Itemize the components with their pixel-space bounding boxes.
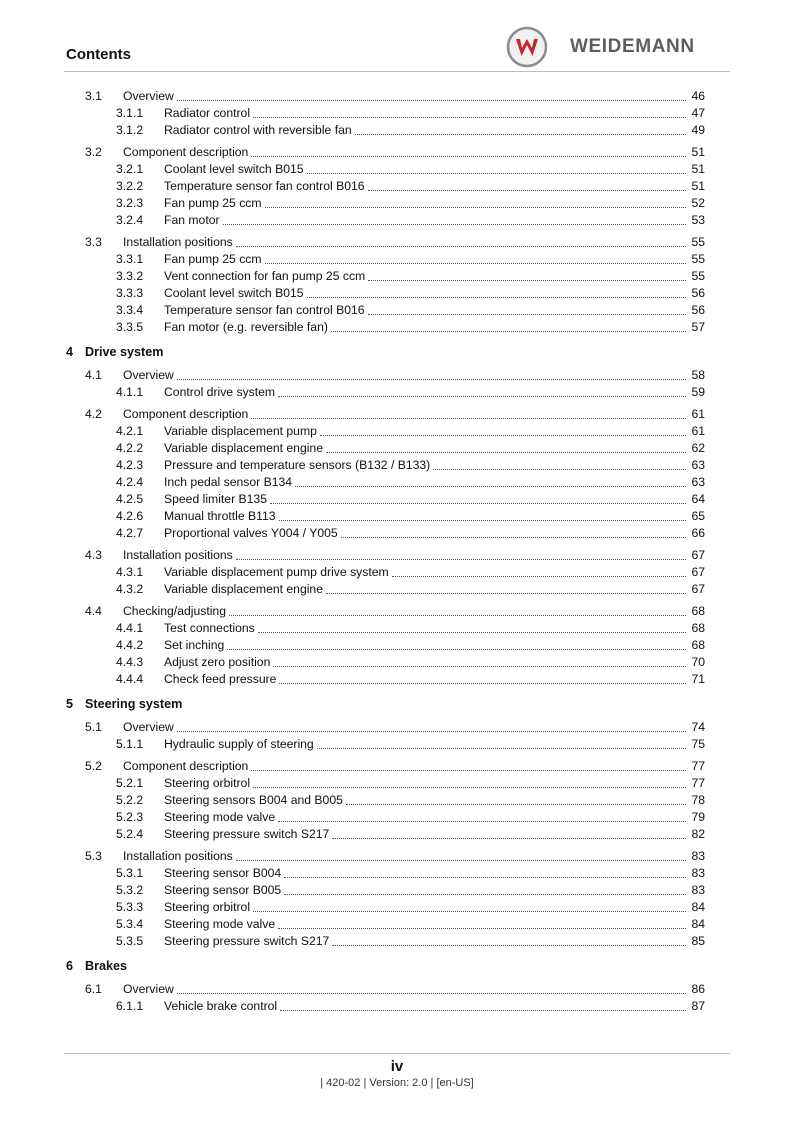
entry-line (164, 671, 705, 688)
entry-title: Adjust zero position (164, 655, 271, 669)
entry-title: Check feed pressure (164, 672, 277, 686)
toc-section-entry[interactable] (0, 547, 794, 564)
toc-subsection-entry[interactable] (0, 440, 794, 457)
entry-title: Fan pump 25 ccm (164, 252, 262, 266)
toc-subsection-entry[interactable] (0, 671, 794, 688)
toc-section-entry[interactable] (0, 981, 794, 998)
entry-title: Control drive system (164, 385, 276, 399)
entry-line (164, 251, 705, 268)
entry-title: Steering mode valve (164, 917, 276, 931)
entry-number: 5.2.2 (116, 793, 144, 807)
entry-title: Vehicle brake control (164, 999, 278, 1013)
entry-number: 4.4.3 (116, 655, 144, 669)
page-ref: 84 (691, 900, 705, 914)
dot-leader (229, 603, 686, 616)
page-ref: 56 (691, 303, 705, 317)
toc-subsection-entry[interactable] (0, 508, 794, 525)
dot-leader (307, 285, 686, 298)
toc-subsection-entry[interactable] (0, 384, 794, 401)
entry-title: Set inching (164, 638, 225, 652)
entry-number: 3.3 (85, 235, 102, 249)
dot-leader (320, 423, 686, 436)
entry-title: Variable displacement engine (164, 441, 323, 455)
dot-leader (346, 792, 686, 805)
brand-name: WEIDEMANN (570, 36, 695, 57)
dot-leader (278, 384, 686, 397)
page-ref: 51 (691, 145, 705, 159)
entry-title: Speed limiter B135 (164, 492, 267, 506)
entry-number: 3.3.3 (116, 286, 144, 300)
entry-line (164, 423, 705, 440)
toc-subsection-entry[interactable] (0, 122, 794, 139)
entry-line (164, 809, 705, 826)
page-ref: 58 (691, 368, 705, 382)
entry-line (164, 457, 705, 474)
entry-title: Variable displacement engine (164, 582, 323, 596)
entry-line (123, 603, 705, 620)
entry-title: Variable displacement pump drive system (164, 565, 389, 579)
entry-title: Vent connection for fan pump 25 ccm (164, 269, 366, 283)
page-ref: 62 (691, 441, 705, 455)
page-ref: 68 (691, 604, 705, 618)
dot-leader (279, 671, 686, 684)
entry-number: 3.2.4 (116, 213, 144, 227)
page-ref: 77 (691, 759, 705, 773)
entry-line (164, 105, 705, 122)
toc-subsection-entry[interactable] (0, 251, 794, 268)
toc-subsection-entry[interactable] (0, 809, 794, 826)
toc-subsection-entry[interactable] (0, 423, 794, 440)
entry-title: Installation positions (123, 235, 233, 249)
entry-line (164, 581, 705, 598)
entry-number: 3.1.1 (116, 106, 144, 120)
entry-number: 3.2.3 (116, 196, 144, 210)
entry-number: 4.4.2 (116, 638, 144, 652)
entry-number: 3.2 (85, 145, 102, 159)
entry-line (164, 899, 705, 916)
toc-subsection-entry[interactable] (0, 564, 794, 581)
toc-subsection-entry[interactable] (0, 302, 794, 319)
entry-line (164, 161, 705, 178)
entry-title: Temperature sensor fan control B016 (164, 303, 365, 317)
toc-subsection-entry[interactable] (0, 933, 794, 950)
dot-leader (326, 440, 686, 453)
page-ref: 65 (691, 509, 705, 523)
dot-leader (223, 212, 686, 225)
entry-number: 4.2.4 (116, 475, 144, 489)
entry-title: Temperature sensor fan control B016 (164, 179, 365, 193)
entry-number: 5.2.4 (116, 827, 144, 841)
entry-title: Coolant level switch B015 (164, 162, 304, 176)
page-ref: 71 (691, 672, 705, 686)
entry-number: 4.4.1 (116, 621, 144, 635)
dot-leader (433, 457, 686, 470)
toc-section-entry[interactable] (0, 758, 794, 775)
entry-line (123, 367, 705, 384)
entry-line (164, 654, 705, 671)
page-ref: 51 (691, 179, 705, 193)
page-ref: 52 (691, 196, 705, 210)
chapter-title: Drive system (85, 345, 164, 359)
entry-title: Steering sensors B004 and B005 (164, 793, 343, 807)
entry-number: 4.2.3 (116, 458, 144, 472)
toc-section-entry[interactable] (0, 234, 794, 251)
entry-title: Overview (123, 982, 174, 996)
entry-number: 4.4 (85, 604, 102, 618)
entry-title: Overview (123, 368, 174, 382)
toc-subsection-entry[interactable] (0, 268, 794, 285)
page-ref: 74 (691, 720, 705, 734)
entry-line (164, 384, 705, 401)
entry-number: 6.1.1 (116, 999, 144, 1013)
entry-number: 4.3.2 (116, 582, 144, 596)
entry-number: 3.2.1 (116, 162, 144, 176)
toc-subsection-entry[interactable] (0, 899, 794, 916)
entry-number: 5.3 (85, 849, 102, 863)
entry-title: Radiator control (164, 106, 251, 120)
dot-leader (355, 122, 686, 135)
entry-line (164, 440, 705, 457)
entry-line (164, 736, 705, 753)
toc-subsection-entry[interactable] (0, 319, 794, 336)
toc-subsection-entry[interactable] (0, 491, 794, 508)
dot-leader (177, 719, 686, 732)
dot-leader (295, 474, 686, 487)
entry-line (123, 719, 705, 736)
entry-line (164, 474, 705, 491)
page-ref: 78 (691, 793, 705, 807)
toc-chapter-heading[interactable] (0, 696, 794, 713)
entry-number: 3.3.4 (116, 303, 144, 317)
entry-line (123, 848, 705, 865)
footer-divider (64, 1053, 730, 1054)
chapter-title: Steering system (85, 697, 183, 711)
toc-subsection-entry[interactable] (0, 161, 794, 178)
entry-number: 5.3.5 (116, 934, 144, 948)
dot-leader (368, 302, 686, 315)
entry-number: 5.3.4 (116, 917, 144, 931)
version-line: | 420-02 | Version: 2.0 | [en-US] (320, 1077, 474, 1089)
dot-leader (278, 809, 686, 822)
entry-number: 4.3.1 (116, 565, 144, 579)
entry-title: Overview (123, 720, 174, 734)
entry-number: 5.3.2 (116, 883, 144, 897)
entry-line (164, 620, 705, 637)
dot-leader (253, 775, 686, 788)
page-ref: 67 (691, 565, 705, 579)
entry-number: 3.3.2 (116, 269, 144, 283)
page-ref: 67 (691, 548, 705, 562)
toc-section-entry[interactable] (0, 406, 794, 423)
entry-line (164, 826, 705, 843)
entry-number: 5.2 (85, 759, 102, 773)
page-ref: 53 (691, 213, 705, 227)
entry-line (164, 792, 705, 809)
entry-title: Checking/adjusting (123, 604, 226, 618)
dot-leader (265, 195, 686, 208)
toc-section-entry[interactable] (0, 719, 794, 736)
dot-leader (236, 547, 686, 560)
entry-title: Steering sensor B005 (164, 883, 282, 897)
entry-line (164, 178, 705, 195)
entry-line (164, 491, 705, 508)
dot-leader (253, 105, 686, 118)
toc-subsection-entry[interactable] (0, 654, 794, 671)
entry-line (164, 195, 705, 212)
toc-subsection-entry[interactable] (0, 457, 794, 474)
entry-number: 4.2.7 (116, 526, 144, 540)
page-ref: 47 (691, 106, 705, 120)
page-number: iv (390, 1058, 404, 1075)
page-ref: 83 (691, 866, 705, 880)
page-ref: 56 (691, 286, 705, 300)
page-ref: 49 (691, 123, 705, 137)
entry-line (164, 212, 705, 229)
entry-line (164, 933, 705, 950)
entry-line (123, 88, 705, 105)
entry-number: 6.1 (85, 982, 102, 996)
entry-title: Manual throttle B113 (164, 509, 276, 523)
toc-chapter-heading[interactable] (0, 344, 794, 361)
dot-leader (177, 88, 686, 101)
entry-line (164, 285, 705, 302)
entry-line (123, 981, 705, 998)
toc-section-entry[interactable] (0, 144, 794, 161)
entry-line (164, 268, 705, 285)
toc-subsection-entry[interactable] (0, 916, 794, 933)
page-ref: 63 (691, 458, 705, 472)
entry-title: Steering pressure switch S217 (164, 827, 330, 841)
dot-leader (251, 144, 686, 157)
dot-leader (368, 268, 686, 281)
page-ref: 82 (691, 827, 705, 841)
page-ref: 57 (691, 320, 705, 334)
toc-section-entry[interactable] (0, 848, 794, 865)
dot-leader (258, 620, 686, 633)
entry-number: 4.3 (85, 548, 102, 562)
entry-title: Hydraulic supply of steering (164, 737, 314, 751)
entry-number: 5.3.3 (116, 900, 144, 914)
dot-leader (177, 367, 686, 380)
page-ref: 77 (691, 776, 705, 790)
dot-leader (278, 916, 686, 929)
entry-number: 4.4.4 (116, 672, 144, 686)
page-ref: 87 (691, 999, 705, 1013)
entry-number: 3.3.5 (116, 320, 144, 334)
toc-section-entry[interactable] (0, 603, 794, 620)
page-ref: 68 (691, 621, 705, 635)
entry-number: 5.1 (85, 720, 102, 734)
entry-title: Fan motor (e.g. reversible fan) (164, 320, 328, 334)
page-ref: 79 (691, 810, 705, 824)
entry-line (164, 916, 705, 933)
toc-subsection-entry[interactable] (0, 195, 794, 212)
toc-subsection-entry[interactable] (0, 105, 794, 122)
entry-title: Component description (123, 759, 249, 773)
dot-leader (392, 564, 686, 577)
entry-number: 3.1.2 (116, 123, 144, 137)
entry-title: Inch pedal sensor B134 (164, 475, 293, 489)
dot-leader (332, 826, 686, 839)
toc-subsection-entry[interactable] (0, 826, 794, 843)
entry-title: Installation positions (123, 849, 233, 863)
entry-line (164, 998, 705, 1015)
page-ref: 55 (691, 235, 705, 249)
entry-line (164, 882, 705, 899)
page-ref: 75 (691, 737, 705, 751)
dot-leader (251, 758, 686, 771)
chapter-title: Brakes (85, 959, 128, 973)
entry-line (123, 234, 705, 251)
entry-line (123, 547, 705, 564)
entry-title: Component description (123, 407, 249, 421)
page-ref: 55 (691, 252, 705, 266)
entry-number: 4.2.6 (116, 509, 144, 523)
entry-title: Proportional valves Y004 / Y005 (164, 526, 338, 540)
entry-title: Fan pump 25 ccm (164, 196, 262, 210)
toc-subsection-entry[interactable] (0, 620, 794, 637)
page-ref: 66 (691, 526, 705, 540)
page-ref: 55 (691, 269, 705, 283)
toc-subsection-entry[interactable] (0, 212, 794, 229)
entry-line (164, 865, 705, 882)
toc-subsection-entry[interactable] (0, 775, 794, 792)
page-ref: 68 (691, 638, 705, 652)
entry-number: 5.1.1 (116, 737, 144, 751)
entry-title: Pressure and temperature sensors (B132 / B133) (164, 458, 431, 472)
entry-title: Radiator control with reversible fan (164, 123, 352, 137)
toc-section-entry[interactable] (0, 367, 794, 384)
page-ref: 51 (691, 162, 705, 176)
entry-number: 3.1 (85, 89, 102, 103)
entry-title: Steering orbitrol (164, 776, 251, 790)
dot-leader (284, 882, 686, 895)
dot-leader (265, 251, 686, 264)
entry-number: 3.3.1 (116, 252, 144, 266)
entry-line (123, 144, 705, 161)
toc-subsection-entry[interactable] (0, 285, 794, 302)
toc-subsection-entry[interactable] (0, 865, 794, 882)
dot-leader (236, 234, 686, 247)
entry-line (164, 319, 705, 336)
entry-number: 3.2.2 (116, 179, 144, 193)
entry-line (164, 302, 705, 319)
dot-leader (326, 581, 686, 594)
page-ref: 64 (691, 492, 705, 506)
chapter-number: 6 (66, 959, 74, 973)
entry-number: 5.2.3 (116, 810, 144, 824)
entry-number: 4.1 (85, 368, 102, 382)
dot-leader (331, 319, 686, 332)
dot-leader (280, 998, 686, 1011)
entry-line (164, 564, 705, 581)
dot-leader (332, 933, 686, 946)
entry-title: Overview (123, 89, 174, 103)
page-ref: 67 (691, 582, 705, 596)
page-title: Contents (66, 46, 131, 63)
toc-subsection-entry[interactable] (0, 178, 794, 195)
page-ref: 70 (691, 655, 705, 669)
dot-leader (284, 865, 686, 878)
toc-subsection-entry[interactable] (0, 736, 794, 753)
entry-number: 5.3.1 (116, 866, 144, 880)
entry-number: 4.2 (85, 407, 102, 421)
entry-number: 4.2.2 (116, 441, 144, 455)
page-ref: 84 (691, 917, 705, 931)
dot-leader (253, 899, 686, 912)
chapter-number: 4 (66, 345, 74, 359)
toc-section-entry[interactable] (0, 88, 794, 105)
entry-line (164, 508, 705, 525)
entry-line (164, 775, 705, 792)
entry-line (164, 637, 705, 654)
entry-number: 4.2.5 (116, 492, 144, 506)
dot-leader (227, 637, 686, 650)
page-ref: 61 (691, 424, 705, 438)
entry-title: Steering sensor B004 (164, 866, 282, 880)
entry-title: Steering mode valve (164, 810, 276, 824)
entry-title: Fan motor (164, 213, 220, 227)
chapter-number: 5 (66, 697, 74, 711)
dot-leader (307, 161, 686, 174)
toc-subsection-entry[interactable] (0, 792, 794, 809)
toc-subsection-entry[interactable] (0, 637, 794, 654)
entry-number: 4.1.1 (116, 385, 144, 399)
page-ref: 61 (691, 407, 705, 421)
dot-leader (236, 848, 686, 861)
entry-title: Coolant level switch B015 (164, 286, 304, 300)
entry-line (123, 406, 705, 423)
entry-title: Component description (123, 145, 249, 159)
dot-leader (368, 178, 686, 191)
entry-line (164, 122, 705, 139)
dot-leader (270, 491, 686, 504)
toc-subsection-entry[interactable] (0, 998, 794, 1015)
entry-line (123, 758, 705, 775)
entry-title: Steering pressure switch S217 (164, 934, 330, 948)
entry-number: 4.2.1 (116, 424, 144, 438)
page-ref: 83 (691, 883, 705, 897)
toc-subsection-entry[interactable] (0, 474, 794, 491)
toc-chapter-heading[interactable] (0, 958, 794, 975)
entry-title: Steering orbitrol (164, 900, 251, 914)
toc-subsection-entry[interactable] (0, 581, 794, 598)
dot-leader (341, 525, 686, 538)
dot-leader (279, 508, 686, 521)
dot-leader (317, 736, 686, 749)
entry-title: Variable displacement pump (164, 424, 317, 438)
entry-line (164, 525, 705, 542)
page-ref: 83 (691, 849, 705, 863)
entry-number: 5.2.1 (116, 776, 144, 790)
toc-subsection-entry[interactable] (0, 882, 794, 899)
dot-leader (251, 406, 686, 419)
page-ref: 46 (691, 89, 705, 103)
toc-subsection-entry[interactable] (0, 525, 794, 542)
entry-title: Installation positions (123, 548, 233, 562)
page-ref: 63 (691, 475, 705, 489)
page-ref: 86 (691, 982, 705, 996)
page-ref: 59 (691, 385, 705, 399)
dot-leader (177, 981, 686, 994)
dot-leader (273, 654, 686, 667)
page-ref: 85 (691, 934, 705, 948)
entry-title: Test connections (164, 621, 255, 635)
